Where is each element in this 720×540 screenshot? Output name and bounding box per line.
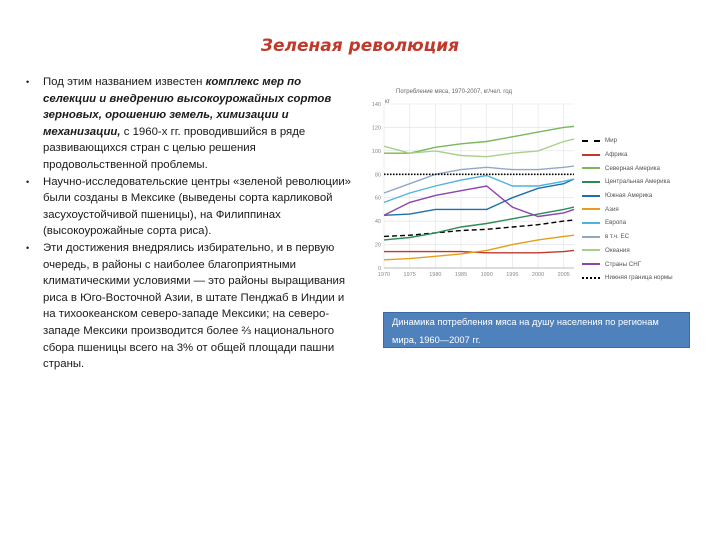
- bullet-marker: •: [26, 176, 30, 187]
- bullet-emphasis-text: комплекс мер по селекции и внедрению высокоурожайных сортов зерновых, орошению земель, химизации и механизации,: [43, 76, 332, 138]
- bullet-text: [40, 74, 356, 174]
- legend-swatch: [582, 263, 600, 265]
- legend-item: [582, 175, 707, 189]
- series-line-Страны СНГ: [384, 186, 574, 217]
- chart-svg: [368, 82, 580, 282]
- legend-swatch: [582, 154, 600, 156]
- legend-label: Страны СНГ: [605, 260, 642, 268]
- legend-item: [582, 244, 707, 258]
- x-tick-label: 1990: [480, 272, 493, 278]
- y-tick-label: 40: [374, 219, 381, 226]
- y-tick-label: 100: [371, 148, 381, 155]
- bullet-marker: •: [26, 242, 30, 253]
- bullet-marker: •: [26, 77, 30, 87]
- x-tick-label: 1980: [429, 272, 442, 278]
- legend-label: Океания: [605, 246, 630, 254]
- x-tick-label: 1970: [377, 272, 391, 278]
- legend-swatch: [582, 222, 600, 224]
- legend-label: Европа: [605, 219, 627, 227]
- series-line-Азия: [384, 235, 574, 260]
- y-tick-label: 120: [371, 125, 381, 132]
- series-line-Северная Америка: [384, 126, 574, 153]
- y-tick-label: 0: [377, 266, 381, 272]
- slide-title: Зеленая революция: [260, 36, 460, 56]
- legend-label: в т.ч. ЕС: [605, 233, 630, 241]
- legend-swatch: [582, 277, 600, 279]
- y-tick-label: 140: [371, 102, 381, 108]
- legend-label: Азия: [605, 205, 619, 213]
- x-tick-label: 2005: [557, 272, 570, 278]
- legend-swatch: [582, 195, 600, 197]
- x-tick-label: 2000: [531, 272, 545, 278]
- legend-label: Южная Америка: [605, 192, 653, 200]
- legend-swatch: [582, 140, 600, 142]
- legend-item: [582, 257, 707, 271]
- y-tick-label: 20: [374, 242, 381, 249]
- bullet-list: [26, 74, 356, 373]
- bullet-lead-text: Под этим названием известен: [43, 76, 206, 88]
- legend-swatch: [582, 167, 600, 169]
- bullet-text: Научно-исследовательские центры «зеленой революции» были созданы в Мексике (выведены сорта карликовой засухоустойчивой пшеницы), на Филиппинах (высокоурожайные сорта риса).: [43, 175, 352, 238]
- chart-caption: Динамика потребления мяса на душу населения по регионам мира, 1960—2007 гг.: [383, 312, 690, 348]
- bullet-text: Эти достижения внедрялись избирательно, и в первую очередь, в районы с наиболее благоприятными климатическими условиями — это районы выращивания риса в Юго-Восточной Азии, в штате Пенджаб в Индии и на тихоокеанском северо-западе Мексики; на северо-западе Мексики производится более ⅔ национального сбора пшеницы всего на 3% от общей площади пашни страны.: [43, 241, 346, 371]
- legend-swatch: [582, 208, 600, 210]
- x-tick-label: 1985: [454, 272, 468, 278]
- chart-legend: [582, 134, 707, 285]
- legend-swatch: [582, 249, 600, 251]
- legend-label: Северная Америка: [605, 164, 660, 172]
- legend-item: [582, 216, 707, 230]
- legend-label: Нижняя граница нормы: [605, 274, 673, 282]
- legend-item: [582, 134, 707, 148]
- series-line-Европа: [384, 176, 574, 203]
- bullet-item: [26, 74, 356, 174]
- bullet-item: [26, 240, 356, 373]
- bullet-rest-text: с 1960-х гг. проводившийся в ряде развивающихся стран с целью решения продовольственной проблемы.: [43, 125, 306, 171]
- bullet-item: [26, 174, 356, 240]
- legend-swatch: [582, 236, 600, 238]
- legend-item: [582, 271, 707, 285]
- legend-item: [582, 189, 707, 203]
- series-line-Мир: [384, 220, 574, 236]
- y-tick-label: 80: [374, 172, 381, 179]
- legend-label: Центральная Америка: [605, 178, 670, 186]
- chart-y-unit-label: кг: [385, 99, 390, 105]
- legend-item: [582, 161, 707, 175]
- x-tick-label: 1995: [506, 272, 519, 278]
- legend-label: Африка: [605, 151, 628, 159]
- legend-item: [582, 148, 707, 162]
- y-tick-label: 60: [374, 195, 381, 202]
- legend-item: [582, 230, 707, 244]
- legend-item: [582, 202, 707, 216]
- legend-swatch: [582, 181, 600, 183]
- chart-title: Потребление мяса, 1970-2007, кг/чел. год: [396, 89, 512, 95]
- meat-consumption-chart: [368, 82, 580, 282]
- legend-label: Мир: [605, 137, 618, 145]
- series-line-в т.ч. ЕС: [384, 166, 574, 193]
- x-tick-label: 1975: [403, 272, 416, 278]
